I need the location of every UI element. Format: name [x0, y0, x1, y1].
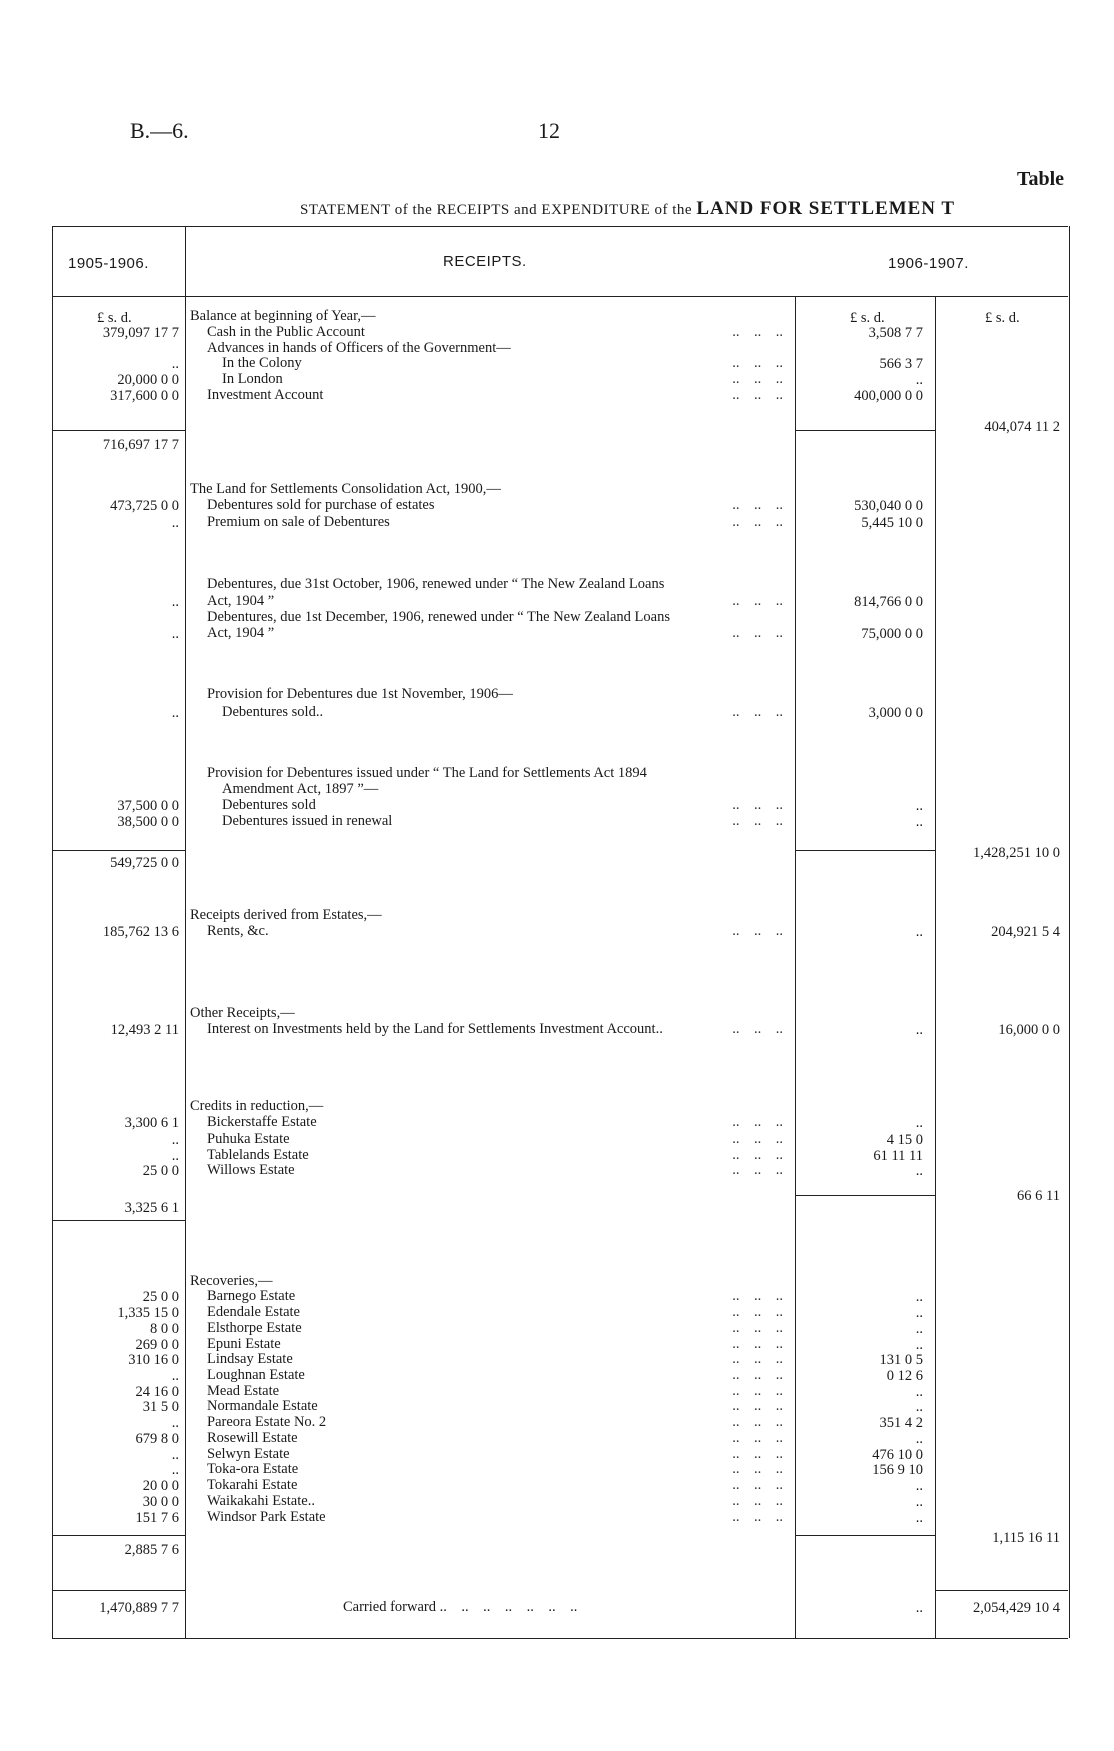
dot-leader: .. .. ..: [732, 1114, 783, 1130]
carried-forward-label: Carried forward .. .. .. .. .. .. ..: [343, 1599, 578, 1615]
amount-mid: 3,000 0 0: [868, 705, 923, 721]
dot-leader: .. .. ..: [732, 1162, 783, 1178]
row-label: Epuni Estate: [207, 1336, 281, 1352]
row-label: Rents, &c.: [207, 923, 269, 939]
row-label: Act, 1904 ”: [207, 593, 275, 609]
amount-mid: 131 0 5: [879, 1352, 923, 1368]
rule-footer-prev: [52, 1590, 185, 1591]
row-label: Debentures, due 1st December, 1906, renewed under “ The New Zealand Loans: [207, 609, 670, 625]
amount-mid: ..: [915, 1431, 923, 1447]
rule-footer-right: [935, 1590, 1068, 1591]
amount-prev: ..: [171, 1368, 179, 1384]
title-plain: STATEMENT of the RECEIPTS and EXPENDITURE of the: [300, 202, 693, 218]
row-label: Debentures sold for purchase of estates: [207, 497, 435, 513]
lsd-mid: £ s. d.: [850, 310, 885, 326]
header-rule: [52, 296, 1068, 297]
amount-mid: 5,445 10 0: [861, 515, 923, 531]
amount-prev: 473,725 0 0: [110, 498, 179, 514]
amount-right: 16,000 0 0: [998, 1022, 1060, 1038]
row-label: Edendale Estate: [207, 1304, 300, 1320]
amount-mid: ..: [915, 1163, 923, 1179]
rule-recoveries-prev: [52, 1535, 185, 1536]
row-label: Mead Estate: [207, 1383, 280, 1399]
amount-prev: ..: [171, 1148, 179, 1164]
dot-leader: .. .. ..: [732, 1147, 783, 1163]
total-debentures-right: 1,428,251 10 0: [973, 845, 1060, 861]
amount-right: 204,921 5 4: [991, 924, 1060, 940]
dot-leader: .. .. ..: [732, 593, 783, 609]
amount-mid: ..: [915, 1494, 923, 1510]
row-label: Provision for Debentures issued under “ The Land for Settlements Act 1894: [207, 765, 647, 781]
row-label: Pareora Estate No. 2: [207, 1414, 327, 1430]
total-credits-prev: 3,325 6 1: [124, 1200, 179, 1216]
row-label: Bickerstaffe Estate: [207, 1114, 317, 1130]
amount-prev: ..: [171, 626, 179, 642]
dot-leader: .. .. ..: [732, 1414, 783, 1430]
amount-mid: ..: [915, 1478, 923, 1494]
amount-mid: 61 11 11: [873, 1148, 923, 1164]
amount-mid: ..: [915, 1305, 923, 1321]
row-label: Cash in the Public Account: [207, 324, 365, 340]
row-label: The Land for Settlements Consolidation Act, 1900,—: [190, 481, 501, 497]
amount-prev: 20,000 0 0: [117, 372, 179, 388]
dot-leader: .. .. ..: [732, 355, 783, 371]
amount-prev: 25 0 0: [142, 1289, 179, 1305]
dot-leader: .. .. ..: [732, 813, 783, 829]
row-label: Waikakahi Estate..: [207, 1493, 315, 1509]
carried-forward-text: Carried forward: [343, 1599, 436, 1615]
row-label: Tablelands Estate: [207, 1147, 309, 1163]
table-label: Table: [1016, 168, 1064, 190]
amount-mid: ..: [915, 1289, 923, 1305]
footer-prev: 1,470,889 7 7: [99, 1600, 179, 1616]
amount-prev: ..: [171, 705, 179, 721]
amount-prev: 8 0 0: [150, 1321, 179, 1337]
dot-leader: .. .. ..: [732, 1367, 783, 1383]
amount-mid: ..: [915, 1399, 923, 1415]
row-label: In the Colony: [222, 355, 302, 371]
amount-mid: ..: [915, 1022, 923, 1038]
amount-prev: ..: [171, 594, 179, 610]
table-top-rule: [52, 226, 1068, 227]
row-label: Investment Account: [207, 387, 324, 403]
amount-mid: ..: [915, 372, 923, 388]
dot-leader: .. .. ..: [732, 625, 783, 641]
dot-leader: .. .. ..: [732, 371, 783, 387]
statement-title: [300, 198, 955, 220]
amount-prev: 20 0 0: [142, 1478, 179, 1494]
amount-prev: 151 7 6: [135, 1510, 179, 1526]
amount-mid: ..: [915, 1510, 923, 1526]
amount-prev: ..: [171, 356, 179, 372]
amount-mid: ..: [915, 1337, 923, 1353]
dot-leader: .. .. ..: [732, 1398, 783, 1414]
title-bold: LAND FOR SETTLEMEN T: [696, 198, 956, 219]
header-receipts: RECEIPTS.: [443, 253, 527, 270]
total-recoveries-prev: 2,885 7 6: [124, 1542, 179, 1558]
amount-prev: 1,335 15 0: [117, 1305, 179, 1321]
row-label: Balance at beginning of Year,—: [190, 308, 376, 324]
row-label: Credits in reduction,—: [190, 1098, 324, 1114]
dot-leader: .. .. ..: [732, 497, 783, 513]
rule-debentures-prev: [52, 850, 185, 851]
row-label: Selwyn Estate: [207, 1446, 290, 1462]
dot-leader: .. .. ..: [732, 1509, 783, 1525]
amount-mid: ..: [915, 1321, 923, 1337]
amount-mid: 75,000 0 0: [861, 626, 923, 642]
amount-prev: 379,097 17 7: [102, 325, 179, 341]
amount-prev: ..: [171, 1132, 179, 1148]
dot-leader: .. .. ..: [732, 324, 783, 340]
rule-balance-mid: [795, 430, 935, 431]
row-label: Rosewill Estate: [207, 1430, 298, 1446]
row-label: Tokarahi Estate: [207, 1477, 298, 1493]
amount-prev: 38,500 0 0: [117, 814, 179, 830]
dot-leader: .. .. ..: [732, 1477, 783, 1493]
dot-leader: .. .. ..: [732, 1430, 783, 1446]
amount-mid: 530,040 0 0: [854, 498, 923, 514]
dot-leader: .. .. ..: [732, 1320, 783, 1336]
header-curr-year: 1906-1907.: [888, 255, 969, 272]
page-number: 12: [538, 118, 560, 143]
amount-prev: 310 16 0: [128, 1352, 179, 1368]
row-label: Debentures, due 31st October, 1906, renewed under “ The New Zealand Loans: [207, 576, 665, 592]
dot-leader: .. .. ..: [732, 1446, 783, 1462]
amount-prev: ..: [171, 1462, 179, 1478]
amount-mid: ..: [915, 1384, 923, 1400]
amount-mid: ..: [915, 798, 923, 814]
amount-prev: 31 5 0: [142, 1399, 179, 1415]
dot-leader: .. .. ..: [732, 1304, 783, 1320]
amount-prev: 185,762 13 6: [102, 924, 179, 940]
amount-mid: ..: [915, 924, 923, 940]
footer-mid: ..: [915, 1600, 923, 1616]
total-debentures-prev: 549,725 0 0: [110, 855, 179, 871]
amount-prev: 317,600 0 0: [110, 388, 179, 404]
row-label: Debentures sold..: [222, 704, 324, 720]
row-label: Recoveries,—: [190, 1273, 273, 1289]
total-recoveries-right: 1,115 16 11: [992, 1530, 1060, 1546]
total-balance-right: 404,074 11 2: [984, 419, 1060, 435]
amount-mid: 400,000 0 0: [854, 388, 923, 404]
header-prev-year: 1905-1906.: [68, 255, 149, 272]
rule-balance-prev: [52, 430, 185, 431]
lsd-left: £ s. d.: [97, 310, 132, 326]
amount-mid: 351 4 2: [879, 1415, 923, 1431]
row-label: Windsor Park Estate: [207, 1509, 326, 1525]
dot-leader: .. .. ..: [732, 797, 783, 813]
total-credits-right: 66 6 11: [1017, 1188, 1060, 1204]
row-label: Puhuka Estate: [207, 1131, 290, 1147]
rule-credits-mid: [795, 1195, 935, 1196]
row-label: Lindsay Estate: [207, 1351, 293, 1367]
row-label: Provision for Debentures due 1st November, 1906—: [207, 686, 513, 702]
amount-prev: ..: [171, 1415, 179, 1431]
dot-leader: .. .. ..: [732, 1383, 783, 1399]
row-label: Loughnan Estate: [207, 1367, 305, 1383]
page-reference: B.—6.: [130, 118, 189, 143]
row-label: Debentures sold: [222, 797, 316, 813]
row-label: In London: [222, 371, 283, 387]
row-label: Advances in hands of Officers of the Government—: [207, 340, 511, 356]
amount-mid: ..: [915, 814, 923, 830]
amount-prev: 24 16 0: [135, 1384, 179, 1400]
amount-prev: 30 0 0: [142, 1494, 179, 1510]
dot-leader: .. .. ..: [732, 1131, 783, 1147]
amount-mid: 4 15 0: [886, 1132, 923, 1148]
dot-leader: .. .. ..: [732, 1021, 783, 1037]
dot-leader: .. .. ..: [732, 387, 783, 403]
dot-leader: .. .. ..: [732, 704, 783, 720]
rule-recoveries-mid: [795, 1535, 935, 1536]
row-label: Amendment Act, 1897 ”—: [222, 781, 379, 797]
dot-leader: .. .. ..: [732, 1461, 783, 1477]
dot-leader: .. .. ..: [732, 1288, 783, 1304]
row-label: Premium on sale of Debentures: [207, 514, 390, 530]
amount-prev: 25 0 0: [142, 1163, 179, 1179]
amount-prev: 3,300 6 1: [124, 1115, 179, 1131]
row-label: Other Receipts,—: [190, 1005, 295, 1021]
rule-credits-prev: [52, 1220, 185, 1221]
dot-leader: .. .. ..: [732, 1493, 783, 1509]
amount-mid: 814,766 0 0: [854, 594, 923, 610]
row-label: Debentures issued in renewal: [222, 813, 393, 829]
row-label: Elsthorpe Estate: [207, 1320, 302, 1336]
rule-debentures-mid: [795, 850, 935, 851]
dot-leader: .. .. ..: [732, 1351, 783, 1367]
amount-prev: ..: [171, 1447, 179, 1463]
amount-prev: 37,500 0 0: [117, 798, 179, 814]
dot-leader: .. .. ..: [732, 514, 783, 530]
amount-prev: 269 0 0: [135, 1337, 179, 1353]
col-rule-3: [935, 296, 936, 1638]
amount-mid: 476 10 0: [872, 1447, 923, 1463]
col-rule-1: [185, 226, 186, 1638]
row-label: Act, 1904 ”: [207, 625, 275, 641]
row-label: Willows Estate: [207, 1162, 295, 1178]
total-balance-prev: 716,697 17 7: [102, 437, 179, 453]
amount-prev: ..: [171, 515, 179, 531]
dot-leader: .. .. ..: [732, 1336, 783, 1352]
lsd-right: £ s. d.: [985, 310, 1020, 326]
row-label: Toka-ora Estate: [207, 1461, 299, 1477]
footer-right: 2,054,429 10 4: [973, 1600, 1060, 1616]
row-label: Barnego Estate: [207, 1288, 296, 1304]
amount-mid: 0 12 6: [886, 1368, 923, 1384]
amount-mid: ..: [915, 1115, 923, 1131]
row-label: Interest on Investments held by the Land for Settlements Investment Account..: [207, 1021, 663, 1037]
table-bottom-rule: [52, 1638, 1068, 1639]
amount-mid: 156 9 10: [872, 1462, 923, 1478]
dot-leader: .. .. ..: [732, 923, 783, 939]
amount-prev: 679 8 0: [135, 1431, 179, 1447]
amount-mid: 566 3 7: [879, 356, 923, 372]
amount-mid: 3,508 7 7: [868, 325, 923, 341]
row-label: Normandale Estate: [207, 1398, 318, 1414]
row-label: Receipts derived from Estates,—: [190, 907, 382, 923]
amount-prev: 12,493 2 11: [110, 1022, 179, 1038]
